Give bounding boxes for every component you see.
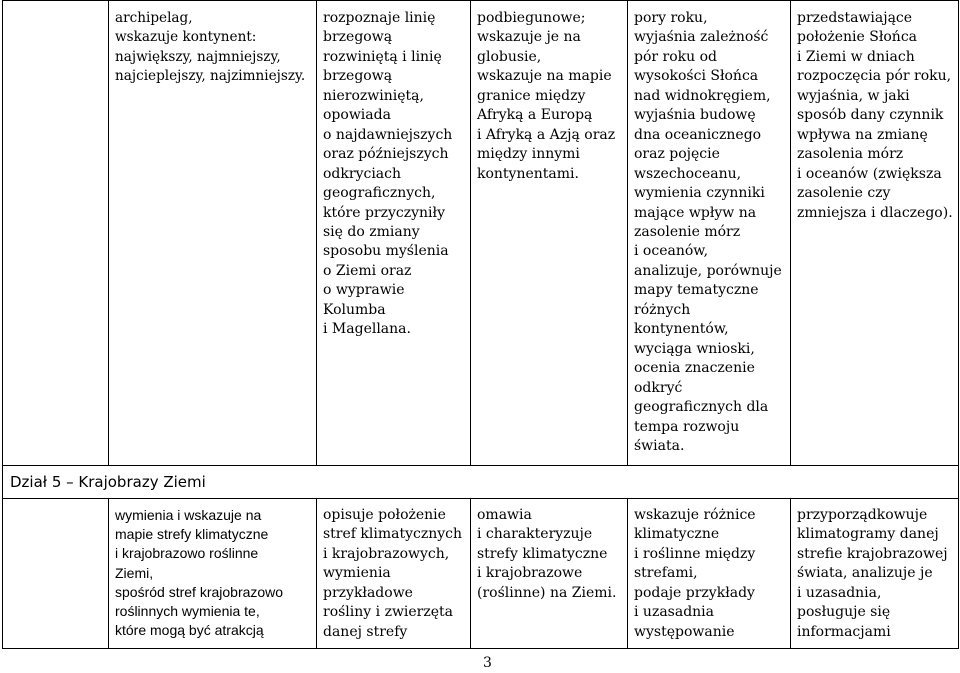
page-number: 3 bbox=[483, 655, 492, 671]
section-heading: Dział 5 – Krajobrazy Ziemi bbox=[3, 466, 959, 499]
lower-row-cell-5: przyporządkowuje klimatogramy danej strefie krajobrazowej świata, analizuje je i uzasadnia, posługuje się informacjami bbox=[791, 499, 959, 649]
upper-row-blank-cell bbox=[3, 1, 109, 466]
lower-row-cell-1: wymienia i wskazuje na mapie strefy klimatyczne i krajobrazowo roślinne Ziemi, spośród stref krajobrazowo roślinnych wymienia te, które mogą być atrakcją bbox=[109, 499, 317, 649]
requirements-table bbox=[2, 0, 959, 649]
upper-row-cell-5: przedstawiające położenie Słońca i Ziemi w dniach rozpoczęcia pór roku, wyjaśnia, w jaki sposób dany czynnik wpływa na zmianę zasolenia mórz i oceanów (zwiększa zasolenie czy zmniejsza i dlaczego). bbox=[791, 1, 959, 466]
lower-row-cell-4: wskazuje różnice klimatyczne i roślinne między strefami, podaje przykłady i uzasadnia występowanie bbox=[628, 499, 791, 649]
lower-row-cell-2: opisuje położenie stref klimatycznych i krajobrazowych, wymienia przykładowe rośliny i zwierzęta danej strefy bbox=[317, 499, 471, 649]
lower-row-blank-cell bbox=[3, 499, 109, 649]
lower-row-cell-3: omawia i charakteryzuje strefy klimatyczne i krajobrazowe (roślinne) na Ziemi. bbox=[471, 499, 628, 649]
upper-row-cell-3: podbiegunowe; wskazuje je na globusie, wskazuje na mapie granice między Afryką a Europą i Afryką a Azją oraz między innymi kontynentami. bbox=[471, 1, 628, 466]
upper-row-cell-1: archipelag, wskazuje kontynent: największy, najmniejszy, najcieplejszy, najzimniejszy. bbox=[109, 1, 317, 466]
upper-row-cell-2: rozpoznaje linię brzegową rozwiniętą i linię brzegową nierozwiniętą, opowiada o najdawniejszych oraz późniejszych odkryciach geograficznych, które przyczyniły się do zmiany sposobu myślenia o Ziemi oraz o wyprawie Kolumba i Magellana. bbox=[317, 1, 471, 466]
upper-row-cell-4: pory roku, wyjaśnia zależność pór roku od wysokości Słońca nad widnokręgiem, wyjaśnia budowę dna oceanicznego oraz pojęcie wszechoceanu, wymienia czynniki mające wpływ na zasolenie mórz i oceanów, analizuje, porównuje mapy tematyczne różnych kontynentów, wyciąga wnioski, ocenia znaczenie odkryć geograficznych dla tempa rozwoju świata. bbox=[628, 1, 791, 466]
